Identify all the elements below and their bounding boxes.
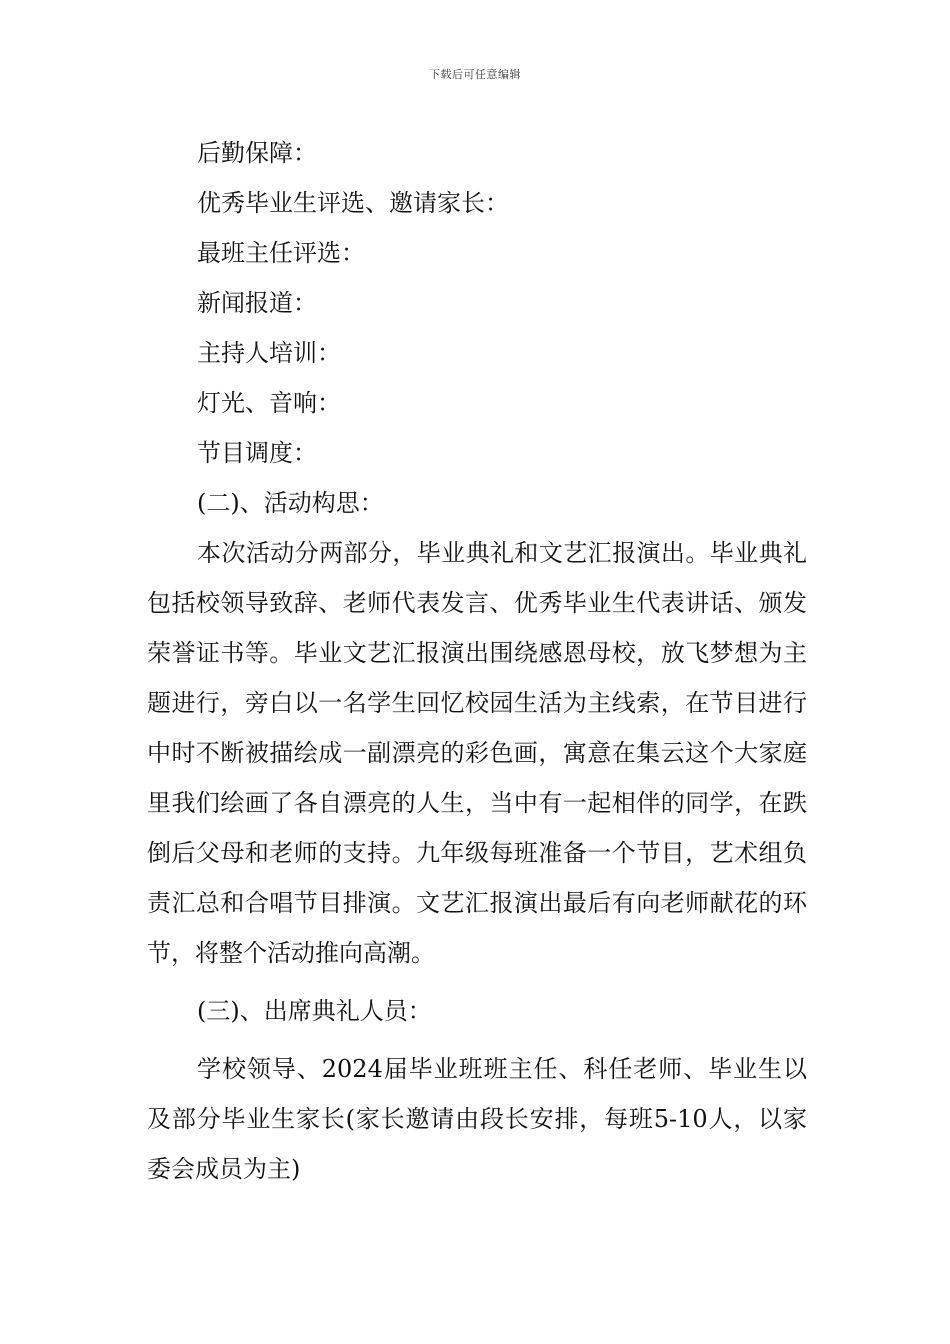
item-news-report: 新闻报道： [197, 289, 317, 317]
spacer [147, 1036, 807, 1044]
spacer [147, 978, 807, 986]
item-outstanding-graduates: 优秀毕业生评选、邀请家长： [197, 189, 509, 217]
attendees-paragraph: 学校领导、2024届毕业班班主任、科任老师、毕业生以及部分毕业生家长(家长邀请由段长安排，每班5-10人，以家委会成员为主) [147, 1055, 807, 1183]
item-host-training: 主持人培训： [197, 339, 341, 367]
item-logistics: 后勤保障： [197, 139, 317, 167]
item-best-head-teacher: 最班主任评选： [197, 239, 365, 267]
activity-concept-paragraph: 本次活动分两部分，毕业典礼和文艺汇报演出。毕业典礼包括校领导致辞、老师代表发言、优秀毕业生代表讲话、颁发荣誉证书等。毕业文艺汇报演出围绕感恩母校，放飞梦想为主题进行，旁白以一名学生回忆校园生活为主线索，在节目进行中时不断被描绘成一副漂亮的彩色画，寓意在集云这个大家庭里我们绘画了各自漂亮的人生，当中有一起相伴的同学，在跌倒后父母和老师的支持。九年级每班准备一个节目，艺术组负责汇总和合唱节目排演。文艺汇报演出最后有向老师献花的环节，将整个活动推向高潮。 [147, 539, 807, 967]
document-body [147, 128, 807, 1194]
item-program-scheduling: 节目调度： [197, 439, 317, 467]
section-heading-attendees: (三)、出席典礼人员： [197, 997, 432, 1025]
section-heading-activity-concept: (二)、活动构思： [197, 489, 384, 517]
item-lighting-sound: 灯光、音响： [197, 389, 341, 417]
page-header-note: 下载后可任意编辑 [429, 68, 521, 81]
